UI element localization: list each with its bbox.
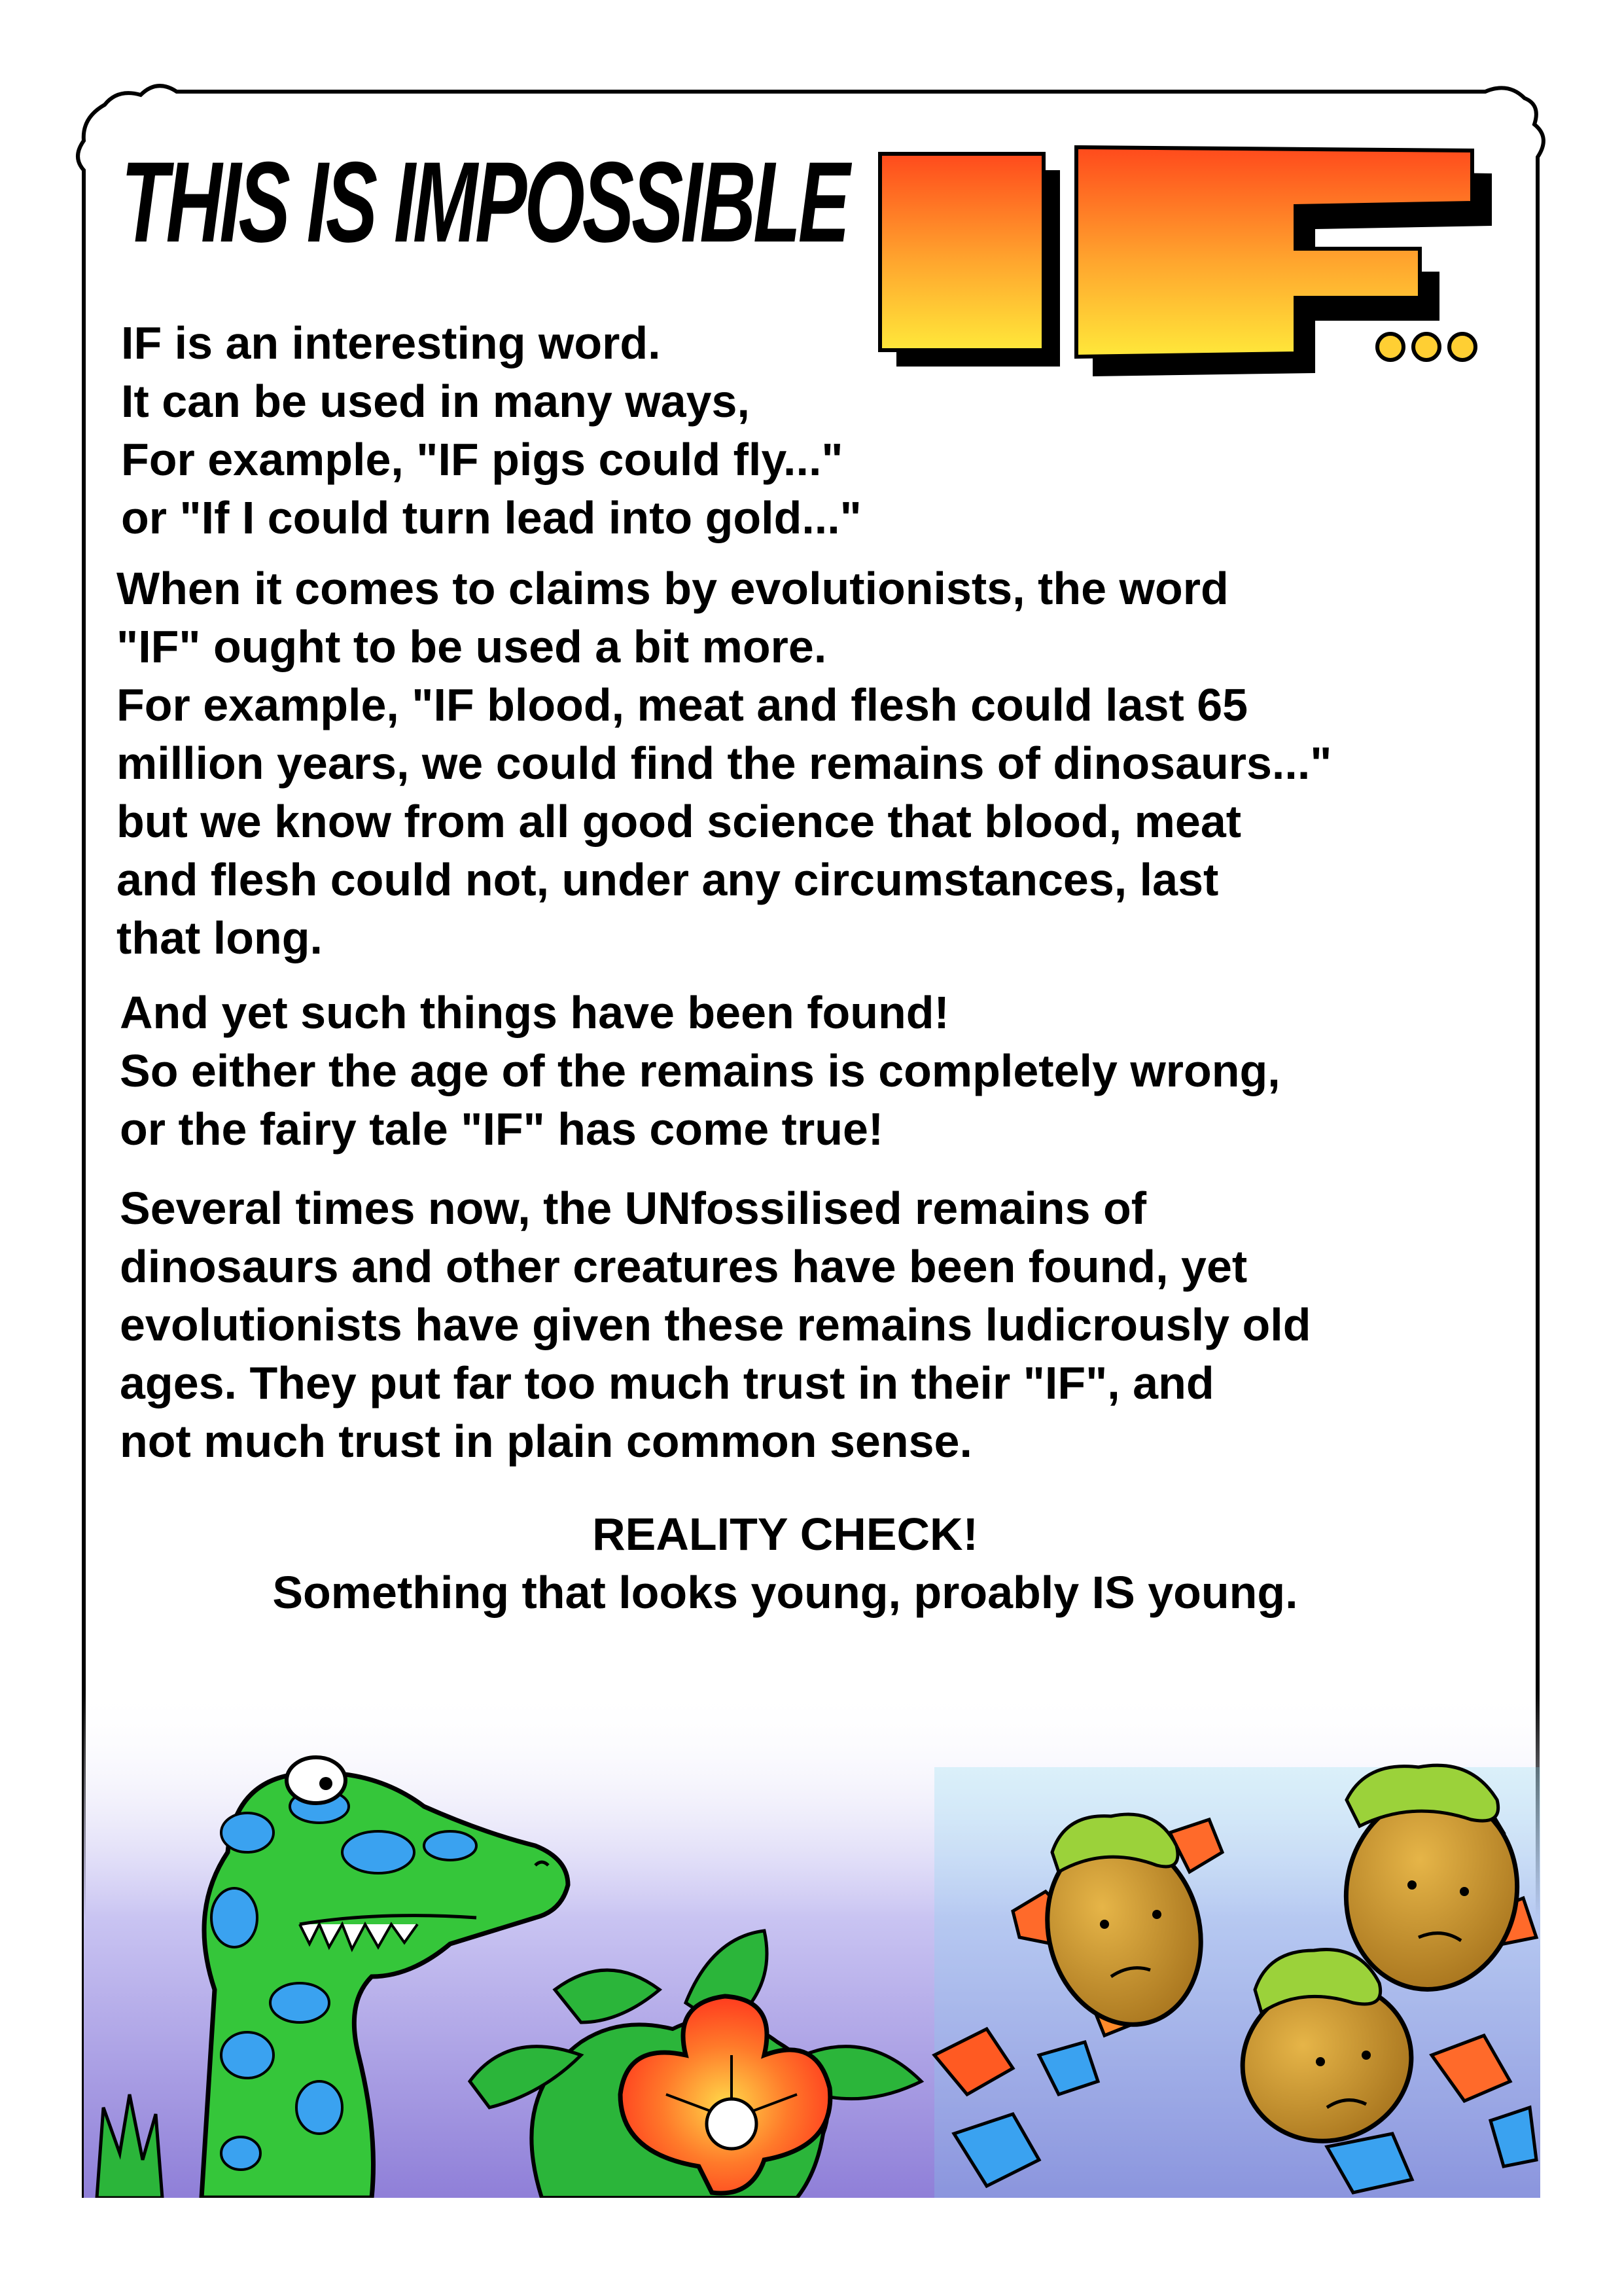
text-line: IF is an interesting word. xyxy=(121,317,661,368)
text-line: "IF" ought to be used a bit more. xyxy=(116,621,827,672)
text-line: dinosaurs and other creatures have been found, yet xyxy=(120,1241,1248,1292)
big-if-title xyxy=(864,111,1492,386)
text-line: ages. They put far too much trust in their "IF", and xyxy=(120,1357,1214,1408)
dinosaur-illustration xyxy=(84,1636,1540,2198)
evolutionists-paragraph xyxy=(116,560,1332,967)
reality-check-heading: REALITY CHECK! xyxy=(592,1509,978,1560)
text-line: that long. xyxy=(116,912,323,963)
text-line: So either the age of the remains is completely wrong, xyxy=(120,1045,1280,1096)
found-paragraph xyxy=(120,984,1280,1158)
text-line: or the fairy tale "IF" has come true! xyxy=(120,1103,884,1155)
reality-check xyxy=(0,1505,1570,1622)
text-line: And yet such things have been found! xyxy=(120,987,949,1038)
text-line: When it comes to claims by evolutionists, the word xyxy=(116,563,1229,614)
text-line: million years, we could find the remains of dinosaurs..." xyxy=(116,738,1332,789)
intro-paragraph xyxy=(121,314,862,547)
text-line: evolutionists have given these remains ludicrously old xyxy=(120,1299,1311,1350)
text-line: and flesh could not, under any circumstances, last xyxy=(116,854,1219,905)
text-line: but we know from all good science that blood, meat xyxy=(116,796,1242,847)
reality-check-text: Something that looks young, proably IS young. xyxy=(272,1567,1298,1618)
text-line: It can be used in many ways, xyxy=(121,376,750,427)
text-line: or "If I could turn lead into gold..." xyxy=(121,492,862,543)
text-line: not much trust in plain common sense. xyxy=(120,1416,972,1467)
unfossilised-paragraph xyxy=(120,1179,1311,1471)
headline: THIS IS IMPOSSIBLE xyxy=(121,139,848,266)
ellipsis-dots xyxy=(1377,334,1475,360)
text-line: For example, "IF blood, meat and flesh could last 65 xyxy=(116,679,1248,730)
text-line: For example, "IF pigs could fly..." xyxy=(121,434,843,485)
text-line: Several times now, the UNfossilised remains of xyxy=(120,1183,1147,1234)
